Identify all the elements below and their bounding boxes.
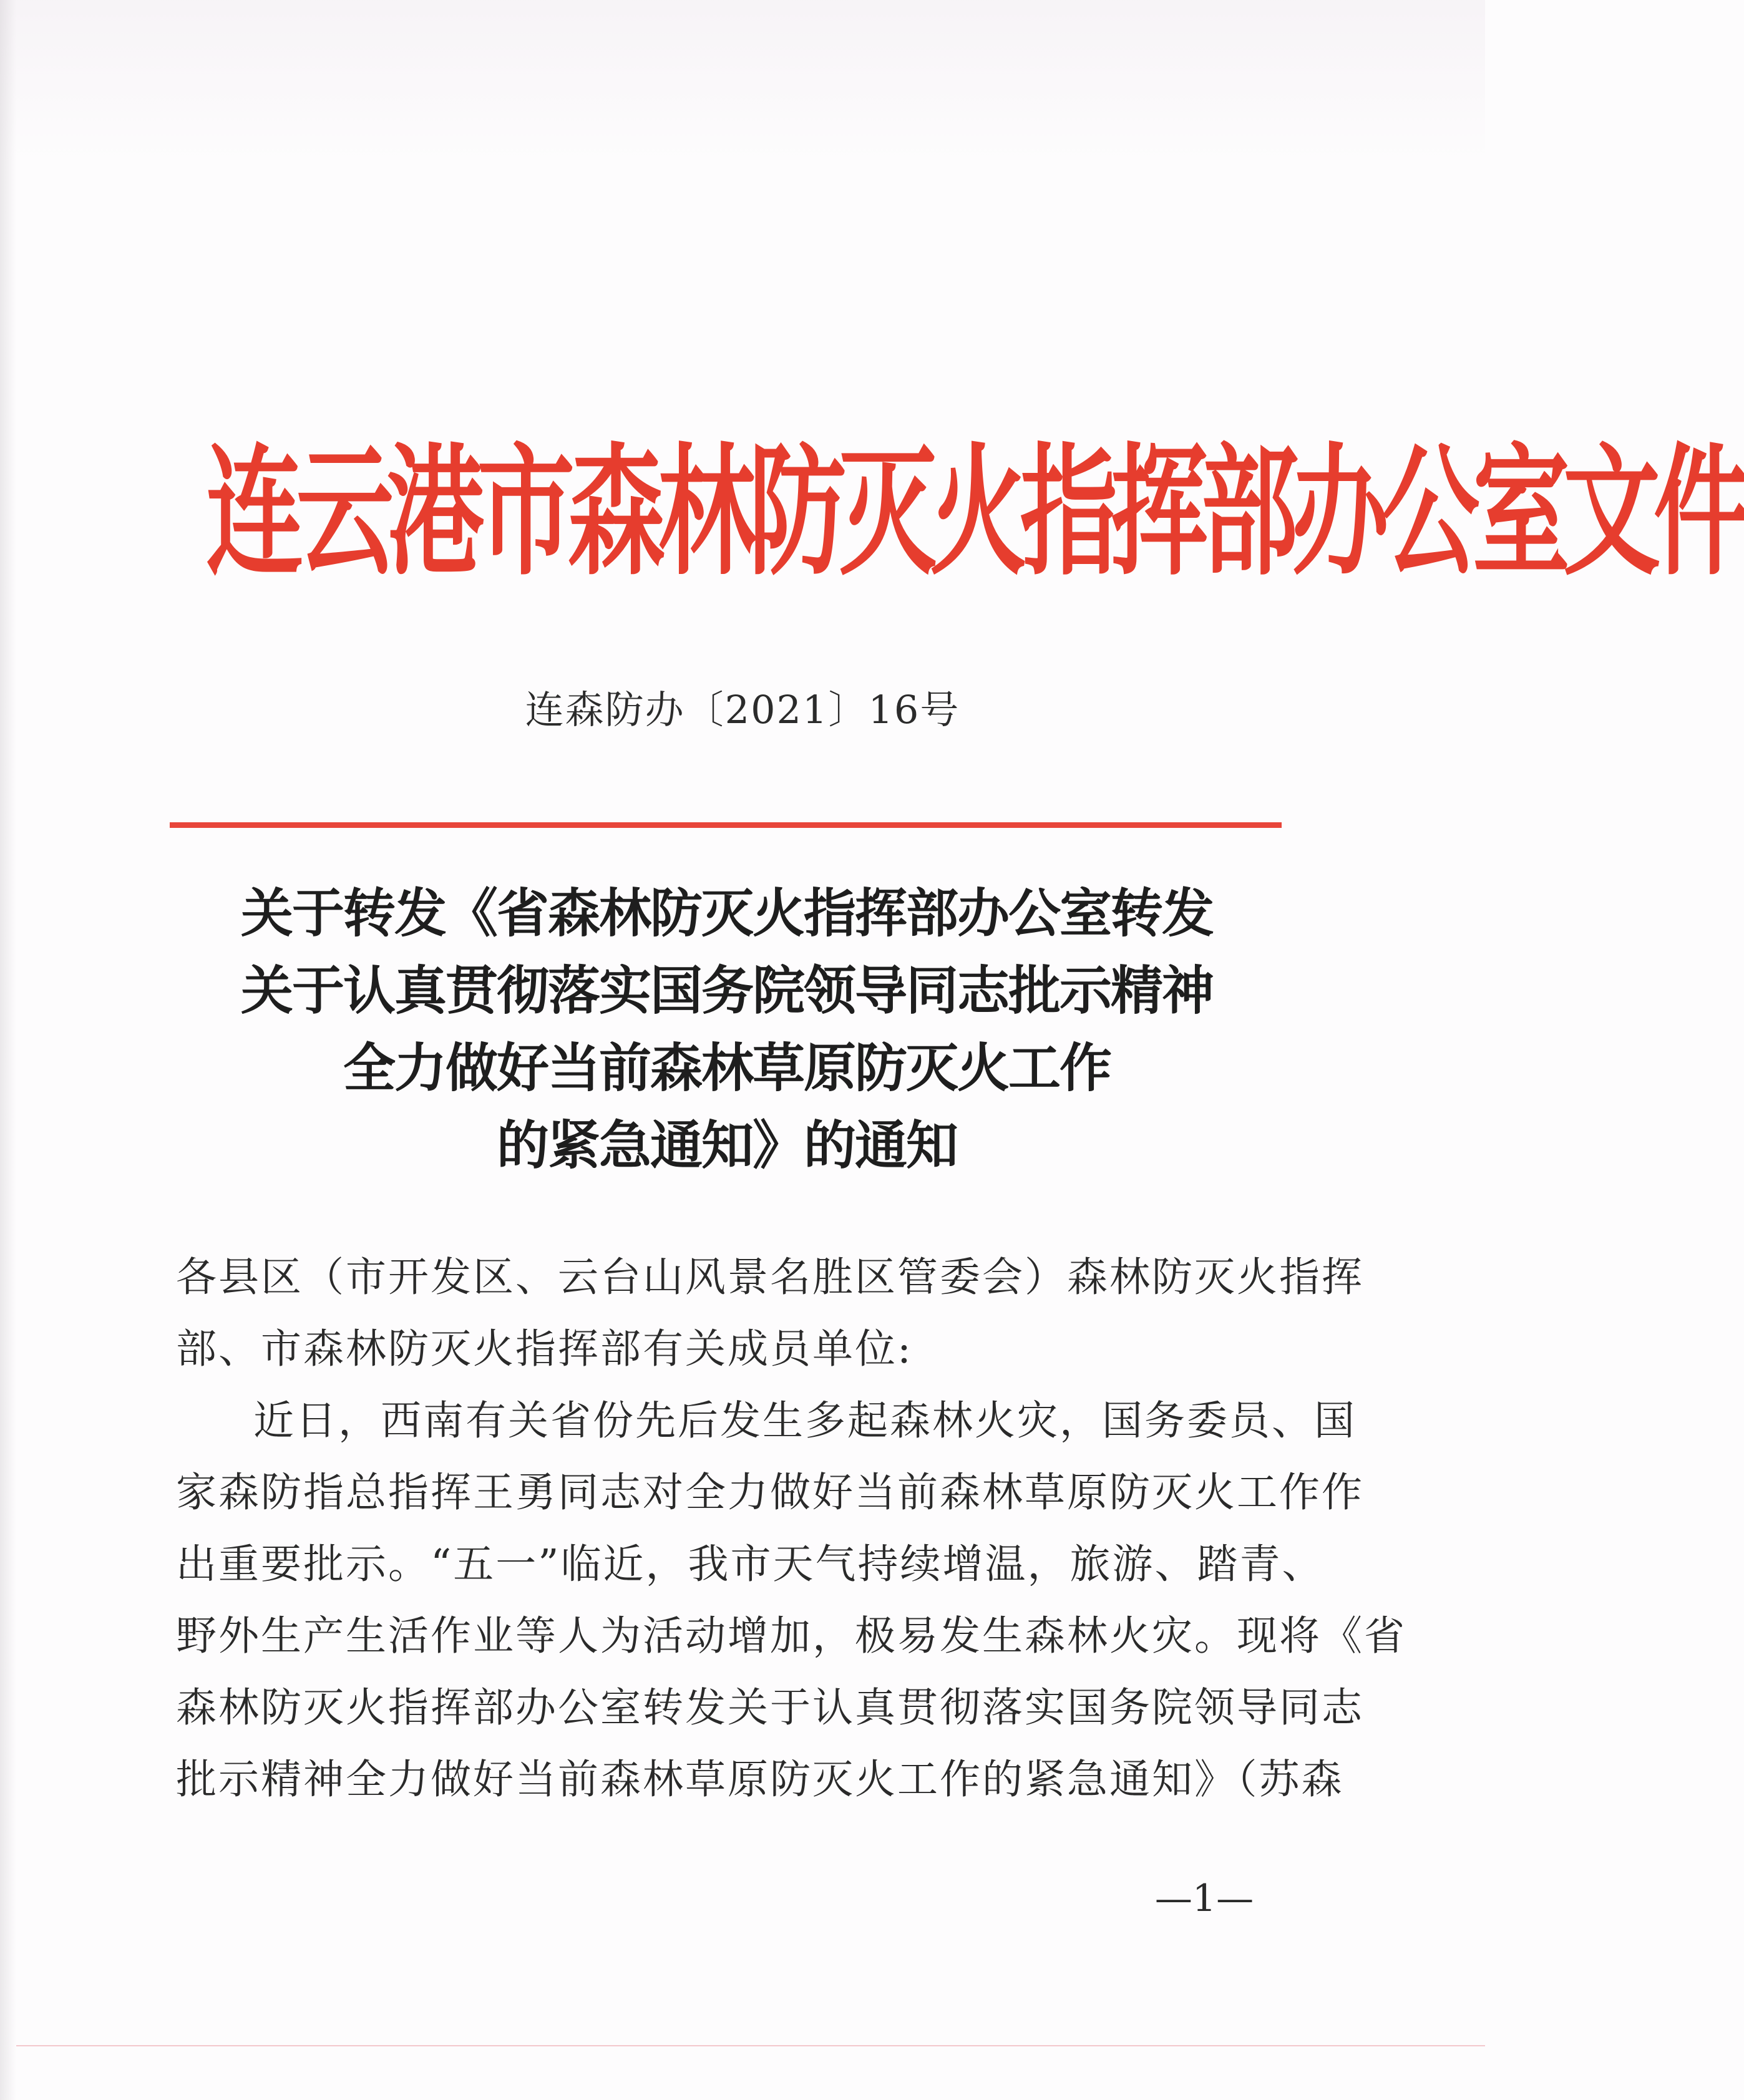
title-line: 关于转发《省森林防灭火指挥部办公室转发	[240, 883, 1213, 944]
notice-title	[168, 875, 1285, 1184]
paragraph-line: 野外生产生活作业等人为活动增加，极易发生森林火灾。现将《省	[176, 1613, 1407, 1660]
masthead-title: 连云港市森林防灭火指挥部办公室文件	[206, 430, 1744, 595]
title-line: 全力做好当前森林草原防灭火工作	[343, 1038, 1111, 1099]
document-number: 连森防办〔2021〕16号	[525, 687, 960, 732]
addressee-line: 部、市森林防灭火指挥部有关成员单位:	[176, 1326, 913, 1373]
paragraph-line: 出重要批示。“五一”临近，我市天气持续增温，旅游、踏青、	[176, 1541, 1325, 1588]
bottom-margin-line	[16, 2045, 1485, 2046]
addressee-line: 各县区（市开发区、云台山风景名胜区管委会）森林防灭火指挥	[176, 1254, 1365, 1301]
title-line: 的紧急通知》的通知	[496, 1115, 957, 1176]
scan-edge-shadow	[0, 0, 16, 2100]
paragraph-line: 批示精神全力做好当前森林草原防灭火工作的紧急通知》（苏森	[176, 1756, 1344, 1803]
paragraph-line: 家森防指总指挥王勇同志对全力做好当前森林草原防灭火工作作	[176, 1469, 1365, 1516]
title-line: 关于认真贯彻落实国务院领导同志批示精神	[240, 960, 1213, 1021]
red-divider-line	[170, 822, 1282, 828]
paragraph-line: 近日，西南有关省份先后发生多起森林火灾，国务委员、国	[253, 1398, 1357, 1444]
notice-body	[176, 1242, 1407, 1816]
paragraph-line: 森林防灭火指挥部办公室转发关于认真贯彻落实国务院领导同志	[176, 1684, 1365, 1731]
page-number: —1—	[1154, 1877, 1254, 1920]
